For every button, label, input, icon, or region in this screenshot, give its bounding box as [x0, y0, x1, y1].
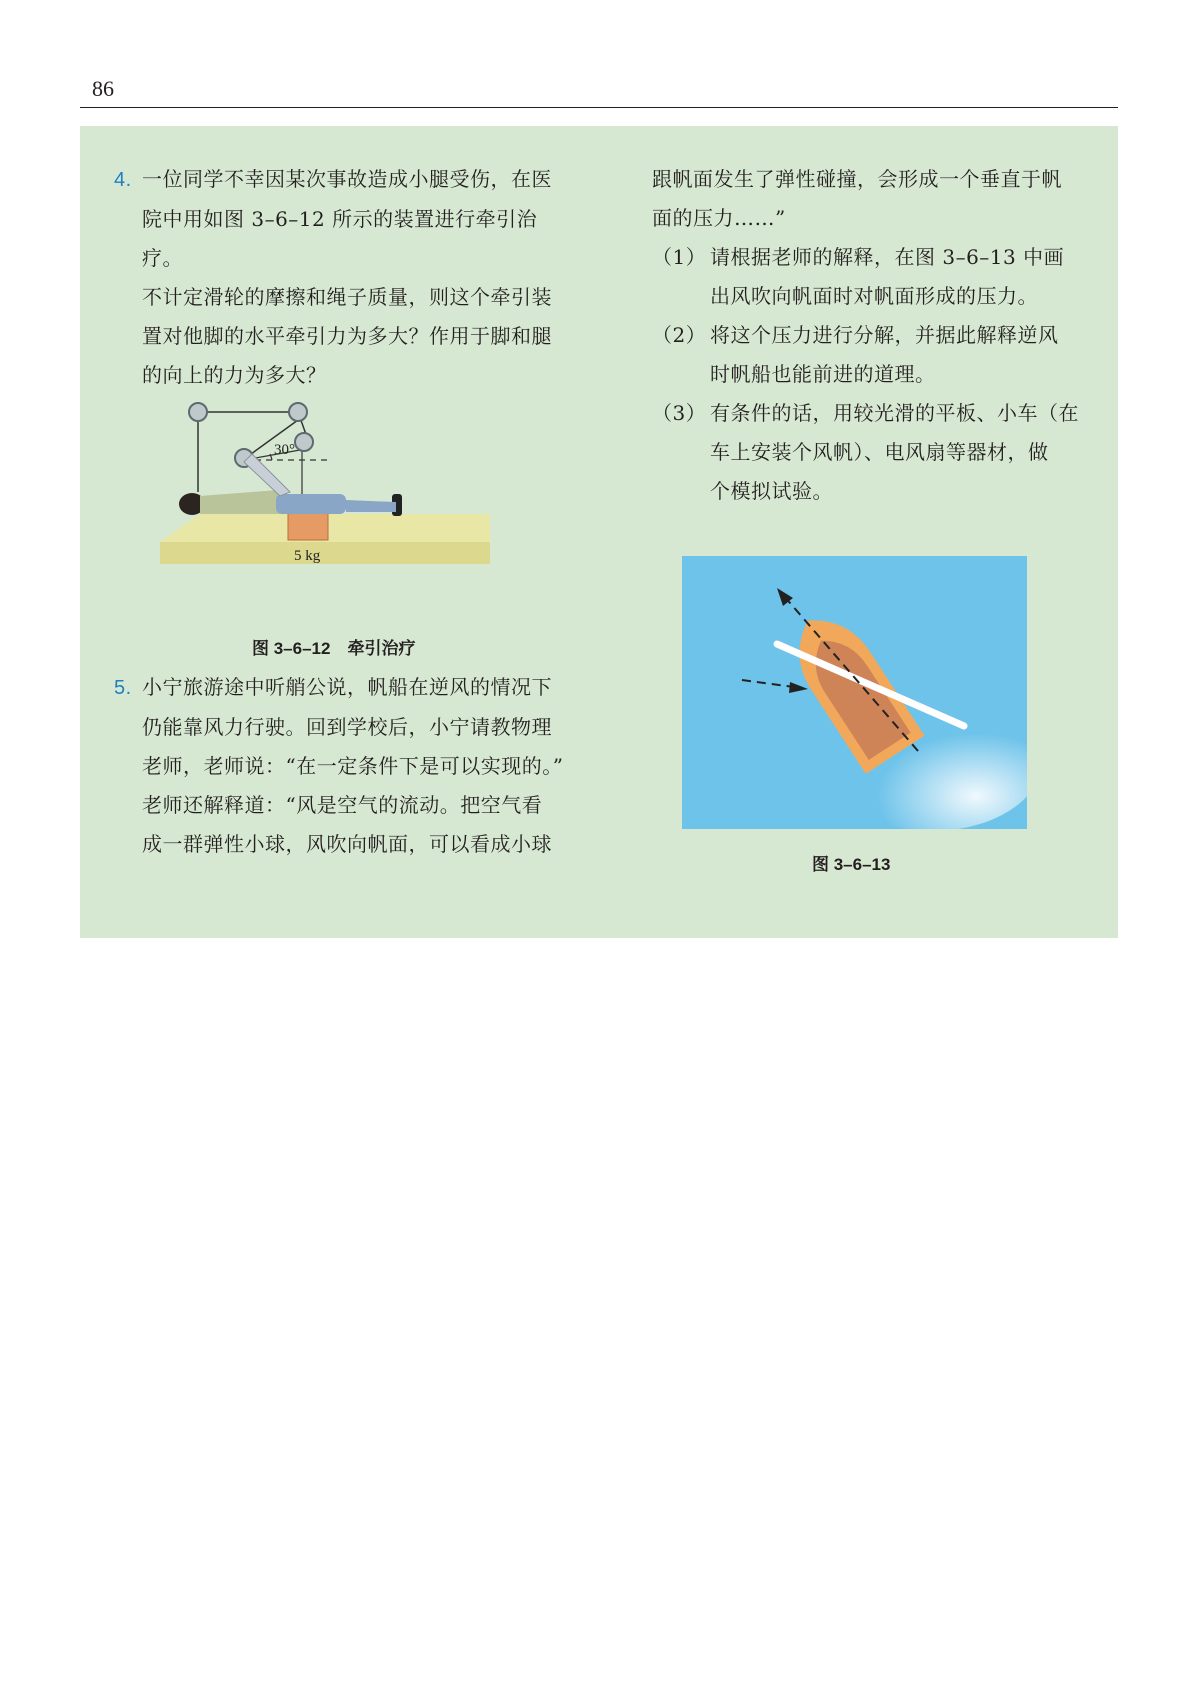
question-5-line: 成一群弹性小球，风吹向帆面，可以看成小球: [142, 832, 552, 856]
question-5: [114, 668, 574, 864]
question-4-line: 置对他脚的水平牵引力为多大？作用于脚和腿: [142, 324, 552, 348]
left-column: [114, 160, 574, 395]
question-5-line: 老师，老师说：“在一定条件下是可以实现的。”: [142, 754, 564, 778]
figure-3-6-13-caption: 图 3–6–13: [812, 855, 891, 874]
sub-question-line: 有条件的话，用较光滑的平板、小车（在: [710, 401, 1079, 425]
question-5-line: 小宁旅游途中听艄公说，帆船在逆风的情况下: [142, 675, 552, 699]
sub-question-line: 时帆船也能前进的道理。: [710, 362, 936, 386]
figure-3-6-12-caption: 图 3–6–12 牵引治疗: [252, 639, 416, 658]
question-4: [114, 160, 574, 395]
question-4-line: 的向上的力为多大？: [142, 363, 327, 387]
angle-label: 30°: [274, 442, 295, 458]
patient: [179, 454, 402, 516]
weight-block: [288, 510, 328, 540]
sub-question-2: [652, 316, 1082, 394]
sub-question-line: 请根据老师的解释，在图 3–6–13 中画: [710, 245, 1065, 269]
question-5-line: 老师还解释道：“风是空气的流动。把空气看: [142, 793, 543, 817]
sub-question-tag: （3）: [652, 401, 707, 425]
header-rule: [80, 107, 1118, 108]
sub-question-line: 车上安装个风帆）、电风扇等器材，做: [710, 440, 1049, 464]
sub-question-tag: （1）: [652, 245, 707, 269]
question-5-line: 仍能靠风力行驶。回到学校后，小宁请教物理: [142, 715, 552, 739]
sub-question-3: [652, 394, 1082, 511]
mass-label: 5 kg: [294, 548, 321, 564]
sub-question-1: [652, 238, 1082, 316]
question-5-number: 5.: [114, 677, 132, 699]
sub-question-tag: （2）: [652, 323, 707, 347]
question-4-number: 4.: [114, 169, 132, 191]
sub-question-line: 出风吹向帆面时对帆面形成的压力。: [710, 284, 1038, 308]
traction-figure: [160, 392, 560, 612]
question-4-line: 不计定滑轮的摩擦和绳子质量，则这个牵引装: [142, 285, 552, 309]
sub-question-line: 将这个压力进行分解，并据此解释逆风: [710, 323, 1059, 347]
question-4-line: 一位同学不幸因某次事故造成小腿受伤，在医: [142, 167, 552, 191]
mattress-front: [160, 542, 490, 564]
sub-question-line: 个模拟试验。: [710, 479, 833, 503]
page-number: 86: [92, 76, 114, 101]
question-5-line: 面的压力……”: [652, 206, 786, 230]
sailboat-figure: [682, 556, 1027, 829]
question-4-line: 院中用如图 3–6–12 所示的装置进行牵引治疗。: [142, 207, 538, 270]
right-column: [652, 160, 1082, 511]
question-5-line: 跟帆面发生了弹性碰撞，会形成一个垂直于帆: [652, 167, 1062, 191]
